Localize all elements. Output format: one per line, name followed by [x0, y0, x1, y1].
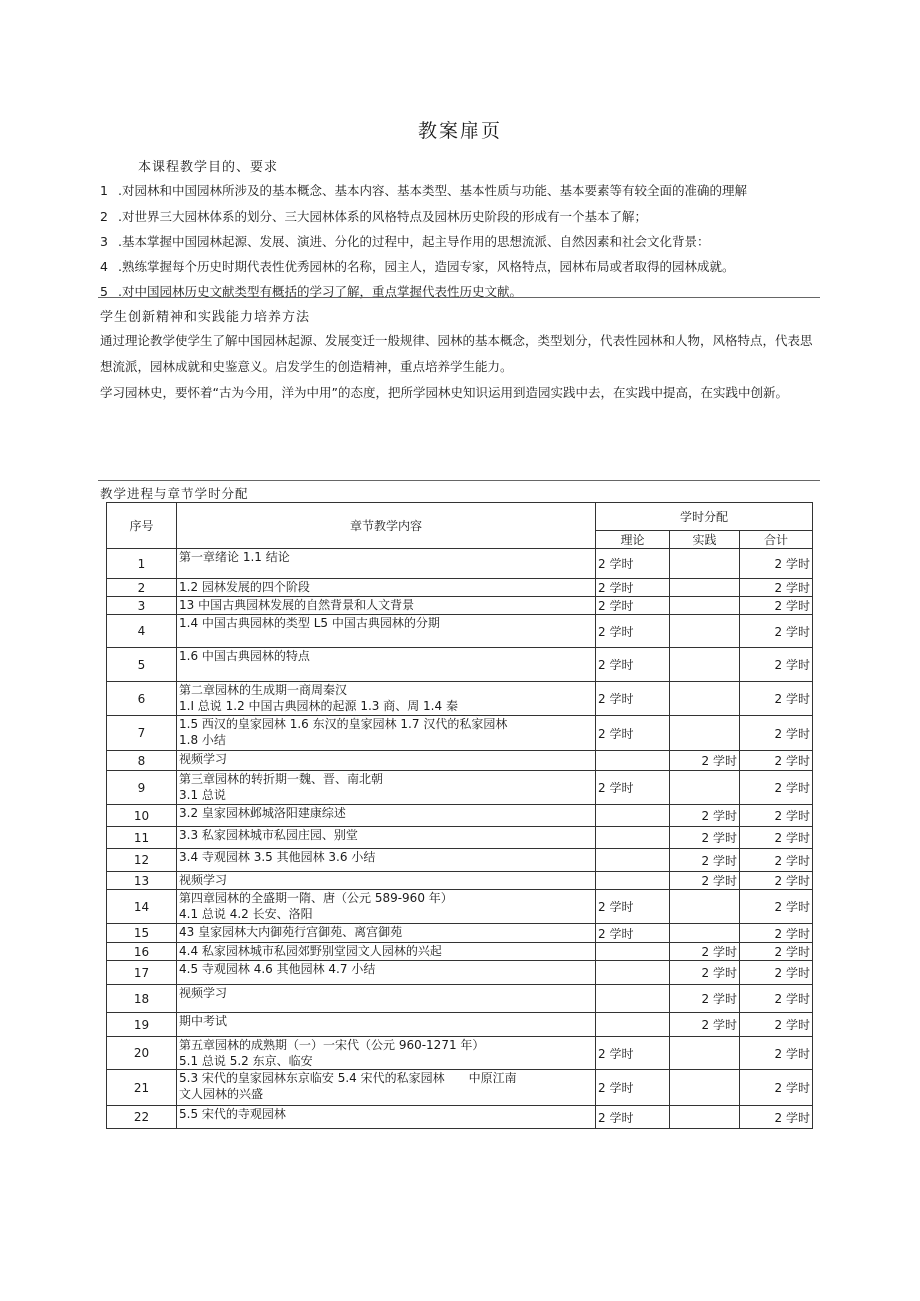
row-content-line: 视频学习 [179, 986, 228, 1000]
table-row [107, 1106, 813, 1129]
table-row [107, 961, 813, 985]
innovation-paragraph-2: 学习园林史，要怀着“古为今用，洋为中用”的态度，把所学园林史知识运用到造园实践中去，在实践中提高，在实践中创新。 [100, 385, 788, 400]
row-index: 7 [107, 716, 177, 751]
row-index: 12 [107, 849, 177, 872]
row-total-hours: 2 学时 [740, 648, 813, 682]
objective-number: 3 [100, 234, 108, 249]
objectives-heading: 本课程教学目的、要求 [138, 160, 279, 175]
objective-number: 4 [100, 259, 108, 274]
row-content [177, 615, 596, 648]
row-content-line: 1.6 中国古典园林的特点 [179, 649, 310, 663]
row-content-line: 3.2 皇家园林邺城洛阳建康综述 [179, 806, 346, 820]
row-index: 20 [107, 1037, 177, 1070]
row-practice-hours [670, 597, 740, 615]
table-row [107, 597, 813, 615]
row-content-line: 第一章绪论 1.1 结论 [179, 550, 290, 564]
row-index: 2 [107, 579, 177, 597]
row-index: 3 [107, 597, 177, 615]
row-index: 13 [107, 872, 177, 890]
row-content [177, 1106, 596, 1129]
row-theory-hours [596, 751, 670, 771]
header-index: 序号 [107, 503, 177, 549]
row-content [177, 1037, 596, 1070]
row-theory-hours [596, 805, 670, 827]
row-practice-hours: 2 学时 [670, 751, 740, 771]
objective-text: .对世界三大园林体系的划分、三大园林体系的风格特点及园林历史阶段的形成有一个基本了解； [114, 209, 647, 224]
objective-text: .熟练掌握每个历史时期代表性优秀园林的名称，园主人，造园专家，风格特点，园林布局或者取得的园林成就。 [114, 259, 735, 274]
table-row [107, 805, 813, 827]
row-content-line: 第二章园林的生成期一商周秦汉 [179, 683, 348, 697]
table-row [107, 771, 813, 805]
row-content [177, 943, 596, 961]
row-theory-hours: 2 学时 [596, 579, 670, 597]
row-index: 11 [107, 827, 177, 849]
row-theory-hours: 2 学时 [596, 716, 670, 751]
row-total-hours: 2 学时 [740, 943, 813, 961]
objective-number: 2 [100, 209, 108, 224]
row-practice-hours [670, 549, 740, 579]
row-theory-hours: 2 学时 [596, 1106, 670, 1129]
row-theory-hours: 2 学时 [596, 1037, 670, 1070]
row-content [177, 1070, 596, 1106]
row-index: 19 [107, 1013, 177, 1037]
row-content [177, 716, 596, 751]
table-row [107, 1037, 813, 1070]
row-content [177, 751, 596, 771]
row-index: 14 [107, 890, 177, 924]
row-content-line: 4.1 总说 4.2 长安、洛阳 [179, 907, 313, 921]
objective-number: 1 [100, 183, 108, 198]
schedule-divider [98, 480, 820, 481]
row-theory-hours: 2 学时 [596, 549, 670, 579]
row-index: 1 [107, 549, 177, 579]
innovation-heading: 学生创新精神和实践能力培养方法 [100, 310, 311, 325]
row-theory-hours [596, 827, 670, 849]
header-hours: 学时分配 [596, 503, 813, 531]
table-row [107, 827, 813, 849]
row-content-line: 3.4 寺观园林 3.5 其他园林 3.6 小结 [179, 850, 376, 864]
row-content [177, 924, 596, 943]
row-total-hours: 2 学时 [740, 827, 813, 849]
row-theory-hours: 2 学时 [596, 924, 670, 943]
row-theory-hours: 2 学时 [596, 648, 670, 682]
objective-item [100, 181, 820, 199]
table-row [107, 682, 813, 716]
row-content-line: 1.5 西汉的皇家园林 1.6 东汉的皇家园林 1.7 汉代的私家园林 [179, 717, 508, 731]
row-index: 21 [107, 1070, 177, 1106]
row-content-line: 3.1 总说 [179, 788, 226, 802]
row-practice-hours: 2 学时 [670, 1013, 740, 1037]
row-content [177, 805, 596, 827]
row-total-hours: 2 学时 [740, 1013, 813, 1037]
row-content-line: 13 中国古典园林发展的自然背景和人文背景 [179, 598, 415, 612]
row-practice-hours [670, 716, 740, 751]
row-index: 4 [107, 615, 177, 648]
row-practice-hours: 2 学时 [670, 872, 740, 890]
row-total-hours: 2 学时 [740, 924, 813, 943]
objective-item [100, 207, 820, 225]
row-total-hours: 2 学时 [740, 615, 813, 648]
row-index: 5 [107, 648, 177, 682]
row-practice-hours [670, 615, 740, 648]
row-content [177, 771, 596, 805]
row-practice-hours: 2 学时 [670, 943, 740, 961]
row-content-line: 视频学习 [179, 873, 228, 887]
table-row [107, 890, 813, 924]
row-practice-hours [670, 1070, 740, 1106]
row-content-line: 1.8 小结 [179, 733, 226, 747]
row-content-line: 1.I 总说 1.2 中国古典园林的起源 1.3 商、周 1.4 秦 [179, 699, 458, 713]
row-content-line: 43 皇家园林大内御苑行宫御苑、离宫御苑 [179, 925, 403, 939]
table-row [107, 549, 813, 579]
row-content-line: 1.4 中国古典园林的类型 L5 中国古典园林的分期 [179, 616, 440, 630]
row-theory-hours [596, 985, 670, 1013]
row-theory-hours: 2 学时 [596, 597, 670, 615]
row-content [177, 872, 596, 890]
row-total-hours: 2 学时 [740, 805, 813, 827]
table-row [107, 924, 813, 943]
innovation-paragraph-1: 通过理论教学使学生了解中国园林起源、发展变迁一般规律、园林的基本概念，类型划分，代表性园林和人物，风格特点，代表思想流派，园林成就和史鉴意义。启发学生的创造精神，重点培养学生能力。 [100, 333, 813, 374]
table-row [107, 1070, 813, 1106]
row-content-line: 文人园林的兴盛 [179, 1087, 264, 1101]
row-content-line: 5.3 宋代的皇家园林东京临安 5.4 宋代的私家园林 中原江南 [179, 1071, 517, 1085]
header-theory: 理论 [596, 531, 670, 549]
row-content [177, 579, 596, 597]
row-total-hours: 2 学时 [740, 890, 813, 924]
row-content-line: 第四章园林的全盛期一隋、唐（公元 589-960 年） [179, 891, 453, 905]
row-total-hours: 2 学时 [740, 1037, 813, 1070]
row-practice-hours [670, 771, 740, 805]
row-practice-hours: 2 学时 [670, 985, 740, 1013]
row-total-hours: 2 学时 [740, 849, 813, 872]
objective-text: .对中国园林历史文献类型有概括的学习了解，重点掌握代表性历史文献。 [114, 284, 522, 299]
row-practice-hours: 2 学时 [670, 961, 740, 985]
objective-item [100, 232, 820, 250]
row-practice-hours [670, 682, 740, 716]
table-row [107, 985, 813, 1013]
row-total-hours: 2 学时 [740, 1070, 813, 1106]
row-theory-hours [596, 961, 670, 985]
row-content [177, 1013, 596, 1037]
row-total-hours: 2 学时 [740, 961, 813, 985]
row-practice-hours: 2 学时 [670, 827, 740, 849]
row-total-hours: 2 学时 [740, 771, 813, 805]
header-total: 合计 [740, 531, 813, 549]
table-row [107, 751, 813, 771]
row-total-hours: 2 学时 [740, 716, 813, 751]
row-total-hours: 2 学时 [740, 579, 813, 597]
row-theory-hours [596, 943, 670, 961]
row-content [177, 827, 596, 849]
row-content [177, 597, 596, 615]
row-theory-hours: 2 学时 [596, 615, 670, 648]
row-content-line: 5.5 宋代的寺观园林 [179, 1107, 286, 1121]
row-theory-hours: 2 学时 [596, 771, 670, 805]
schedule-heading: 教学进程与章节学时分配 [100, 486, 249, 501]
row-content-line: 视频学习 [179, 752, 228, 766]
row-content [177, 849, 596, 872]
row-content [177, 549, 596, 579]
row-theory-hours [596, 872, 670, 890]
section-divider [98, 297, 820, 298]
row-index: 9 [107, 771, 177, 805]
table-row [107, 579, 813, 597]
row-total-hours: 2 学时 [740, 597, 813, 615]
header-content: 章节教学内容 [177, 503, 596, 549]
row-content [177, 682, 596, 716]
row-total-hours: 2 学时 [740, 872, 813, 890]
schedule-body [107, 549, 813, 1129]
table-row [107, 716, 813, 751]
row-practice-hours [670, 924, 740, 943]
row-index: 6 [107, 682, 177, 716]
table-row [107, 648, 813, 682]
row-total-hours: 2 学时 [740, 682, 813, 716]
row-index: 18 [107, 985, 177, 1013]
row-practice-hours [670, 1037, 740, 1070]
row-theory-hours: 2 学时 [596, 1070, 670, 1106]
row-index: 10 [107, 805, 177, 827]
row-index: 17 [107, 961, 177, 985]
table-row [107, 872, 813, 890]
table-row [107, 943, 813, 961]
objective-number: 5 [100, 284, 108, 299]
table-row [107, 849, 813, 872]
row-practice-hours: 2 学时 [670, 805, 740, 827]
row-theory-hours [596, 849, 670, 872]
row-theory-hours: 2 学时 [596, 682, 670, 716]
row-content-line: 第三章园林的转折期一魏、晋、南北朝 [179, 772, 384, 786]
row-content-line: 4.4 私家园林城市私园郊野别堂园文人园林的兴起 [179, 944, 442, 958]
objective-text: .基本掌握中国园林起源、发展、演进、分化的过程中，起主导作用的思想流派、自然因素和社会文化背景： [114, 234, 710, 249]
row-content [177, 985, 596, 1013]
row-index: 15 [107, 924, 177, 943]
table-row [107, 615, 813, 648]
row-content [177, 648, 596, 682]
row-practice-hours [670, 648, 740, 682]
row-index: 22 [107, 1106, 177, 1129]
row-content-line: 4.5 寺观园林 4.6 其他园林 4.7 小结 [179, 962, 376, 976]
row-index: 16 [107, 943, 177, 961]
row-practice-hours: 2 学时 [670, 849, 740, 872]
header-practice: 实践 [670, 531, 740, 549]
row-total-hours: 2 学时 [740, 1106, 813, 1129]
row-total-hours: 2 学时 [740, 751, 813, 771]
page-title: 教案扉页 [417, 120, 502, 142]
row-content-line: 5.1 总说 5.2 东京、临安 [179, 1054, 313, 1068]
row-index: 8 [107, 751, 177, 771]
row-content-line: 3.3 私家园林城市私园庄园、别堂 [179, 828, 358, 842]
table-row [107, 1013, 813, 1037]
row-content-line: 第五章园林的成熟期（一）一宋代（公元 960-1271 年） [179, 1038, 485, 1052]
row-practice-hours [670, 1106, 740, 1129]
row-content [177, 961, 596, 985]
row-content-line: 期中考试 [179, 1014, 228, 1028]
row-total-hours: 2 学时 [740, 549, 813, 579]
row-content-line: 1.2 园林发展的四个阶段 [179, 580, 310, 594]
schedule-table [106, 502, 813, 1129]
row-theory-hours: 2 学时 [596, 890, 670, 924]
row-theory-hours [596, 1013, 670, 1037]
row-practice-hours [670, 579, 740, 597]
row-content [177, 890, 596, 924]
row-total-hours: 2 学时 [740, 985, 813, 1013]
objective-item [100, 257, 820, 275]
objective-text: .对园林和中国园林所涉及的基本概念、基本内容、基本类型、基本性质与功能、基本要素等有较全面的准确的理解 [114, 183, 747, 198]
row-practice-hours [670, 890, 740, 924]
